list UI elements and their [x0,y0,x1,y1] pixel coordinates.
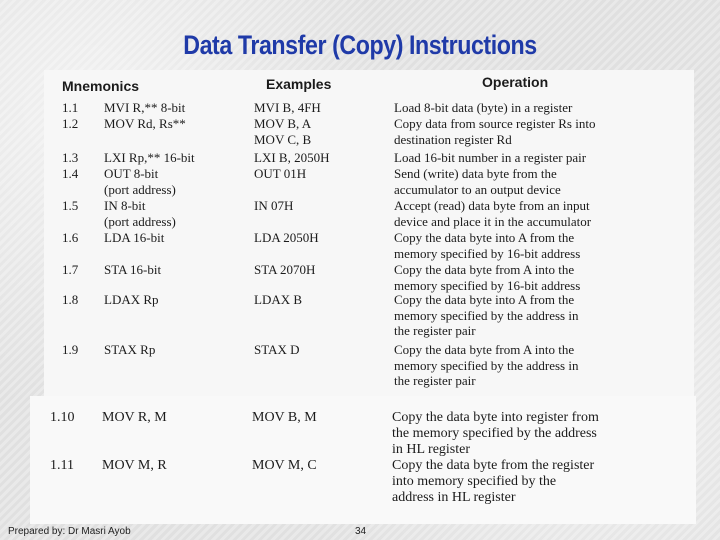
header-examples: Examples [266,76,332,92]
operation-text: Copy data from source register Rs into [394,116,596,131]
mnemonic-text: IN 8-bit [104,198,146,213]
example-text: STAX D [254,342,300,357]
operation-text: the register pair [394,373,476,388]
operation-text: the memory specified by the address [392,426,597,441]
example-text: MOV B, M [252,410,317,425]
operation-text: into memory specified by the [392,474,557,489]
mnemonic-text: LXI Rp,** 16-bit [104,150,195,165]
mnemonic-text: STA 16-bit [104,262,162,277]
mnemonic-text: LDA 16-bit [104,230,165,245]
mnemonic-text: (port address) [104,213,176,229]
row-number: 1.3 [62,150,79,165]
example-text: STA 2070H [254,262,316,277]
row-number: 1.7 [62,262,79,277]
operation-text: the register pair [394,323,476,338]
operation-text: memory specified by 16-bit address [394,277,581,293]
mnemonic-text: LDAX Rp [104,292,159,307]
example-text: MOV C, B [254,131,312,147]
mnemonic-text: MOV M, R [102,458,167,473]
mnemonic-text: MVI R,** 8-bit [104,100,186,115]
example-text: MOV B, A [254,116,312,131]
operation-text: device and place it in the accumulator [394,213,592,229]
slide-title: Data Transfer (Copy) Instructions [183,30,537,60]
operation-text: Copy the data byte from A into the [394,262,575,277]
operation-text: Copy the data byte from A into the [394,342,575,357]
operation-text: accumulator to an output device [394,181,561,197]
operation-text: Load 16-bit number in a register pair [394,150,587,165]
operation-text: destination register Rd [394,131,512,147]
operation-text: Copy the data byte from the register [392,458,595,473]
row-number: 1.8 [62,292,79,307]
operation-text: address in HL register [392,490,516,505]
example-text: LDA 2050H [254,230,319,245]
example-text: OUT 01H [254,166,307,181]
instruction-table-scan [44,70,694,396]
example-text: MOV M, C [252,458,317,473]
example-text: IN 07H [254,198,294,213]
mnemonic-text: STAX Rp [104,342,156,357]
operation-text: Send (write) data byte from the [394,166,557,181]
row-number: 1.10 [50,410,75,425]
row-number: 1.4 [62,166,79,181]
mnemonic-text: OUT 8-bit [104,166,159,181]
operation-text: Copy the data byte into A from the [394,292,575,307]
row-number: 1.2 [62,116,79,131]
mnemonic-text: MOV Rd, Rs** [104,116,186,131]
example-text: MVI B, 4FH [254,100,321,115]
row-number: 1.6 [62,230,79,245]
mnemonic-text: (port address) [104,181,176,197]
header-operation: Operation [482,74,549,90]
footer-credit: Prepared by: Dr Masri Ayob [8,526,131,537]
operation-text: Load 8-bit data (byte) in a register [394,100,573,115]
mnemonic-text: MOV R, M [102,410,167,425]
header-mnemonics: Mnemonics [62,78,140,94]
operation-text: in HL register [392,442,471,457]
row-number: 1.5 [62,198,79,213]
operation-text: memory specified by the address in [394,307,579,323]
example-text: LDAX B [254,292,303,307]
operation-text: Copy the data byte into register from [392,410,599,425]
row-number: 1.9 [62,342,79,357]
operation-text: memory specified by the address in [394,357,579,373]
operation-text: Accept (read) data byte from an input [394,198,590,213]
page-number: 34 [355,526,367,537]
instruction-table-scan-continued [30,396,696,524]
example-text: LXI B, 2050H [254,150,330,165]
operation-text: Copy the data byte into A from the [394,230,575,245]
operation-text: memory specified by 16-bit address [394,245,581,261]
row-number: 1.1 [62,100,79,115]
row-number: 1.11 [50,458,74,473]
